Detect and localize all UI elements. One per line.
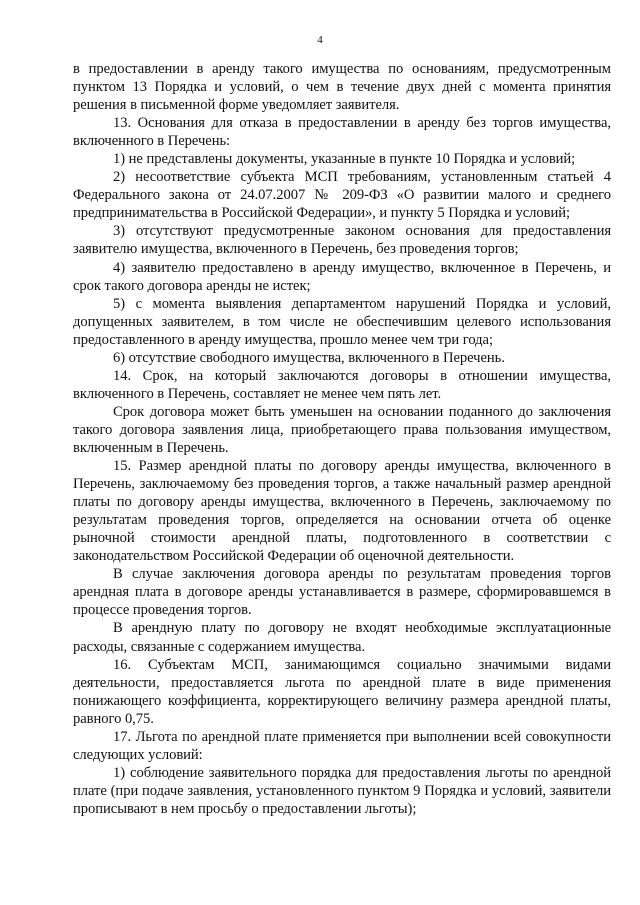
paragraph-item-15-auction: В случае заключения договора аренды по результатам проведения торгов арендная плата в договоре аренды устанавливается в размере, сформировавшемся в процессе проведения торгов. <box>73 566 611 619</box>
paragraph-item-13-3: 3) отсутствуют предусмотренные законом основания для предоставления заявителю имущества, включенного в Перечень, без проведения торгов; <box>73 223 611 258</box>
paragraph-item-13-1: 1) не представлены документы, указанные в пункте 10 Порядка и условий; <box>113 151 576 168</box>
paragraph-item-13-4: 4) заявителю предоставлено в аренду имущество, включенное в Перечень, и срок такого договора аренды не истек; <box>73 259 611 294</box>
paragraph-item-13-5: 5) с момента выявления департаментом нарушений Порядка и условий, допущенных заявителем, в том числе не обеспечившим целевого использования предоставленного в аренду имущества, прошло менее чем три года; <box>73 295 611 348</box>
paragraph-item-14-note: Срок договора может быть уменьшен на основании поданного до заключения такого договора заявления лица, приобретающего права пользования имуществом, включенным в Перечень. <box>73 403 611 456</box>
paragraph-item-15-expenses: В арендную плату по договору не входят необходимые эксплуатационные расходы, связанные с содержанием имущества. <box>73 620 611 655</box>
paragraph-item-17-1: 1) соблюдение заявительного порядка для предоставления льготы по арендной плате (при подаче заявления, установленного пунктом 9 Порядка и условий, заявители прописывают в нем просьбу о предоставлении льготы); <box>73 764 611 817</box>
paragraph-item-13-6: 6) отсутствие свободного имущества, включенного в Перечень. <box>113 349 505 366</box>
document-body <box>73 60 611 818</box>
paragraph-item-13: 13. Основания для отказа в предоставлении в аренду без торгов имущества, включенного в Перечень: <box>73 115 611 150</box>
paragraph-item-16: 16. Субъектам МСП, занимающимся социально значимыми видами деятельности, предоставляется льгота по арендной плате в виде применения понижающего коэффициента, корректирующего величину размера арендной платы, равного 0,75. <box>73 656 611 727</box>
paragraph-item-15: 15. Размер арендной платы по договору аренды имущества, включенного в Перечень, заключаемому без проведения торгов, а также начальный размер арендной платы по договору аренды имущества, включенного в Перечень, заключаемому по результатам проведения торгов, определяется на основании отчета об оценке рыночной стоимости арендной платы, подготовленного в соответствии с законодательством Российской Федерации об оценочной деятельности. <box>73 458 611 565</box>
paragraph-continuation: в предоставлении в аренду такого имущества по основаниям, предусмотренным пунктом 13 Порядка и условий, о чем в течение двух дней с момента принятия решения в письменной форме уведомляет заявителя. <box>73 61 611 114</box>
paragraph-item-14: 14. Срок, на который заключаются договоры в отношении имущества, включенного в Перечень, составляет не менее чем пять лет. <box>73 367 611 402</box>
paragraph-item-17: 17. Льгота по арендной плате применяется при выполнении всей совокупности следующих условий: <box>73 728 611 763</box>
paragraph-item-13-2: 2) несоответствие субъекта МСП требованиям, установленным статьей 4 Федерального закона от 24.07.2007 № 209-ФЗ «О развитии малого и среднего предпринимательства в Российской Федерации», и пункту 5 Порядка и условий; <box>73 169 611 222</box>
page-number: 4 <box>317 34 323 46</box>
